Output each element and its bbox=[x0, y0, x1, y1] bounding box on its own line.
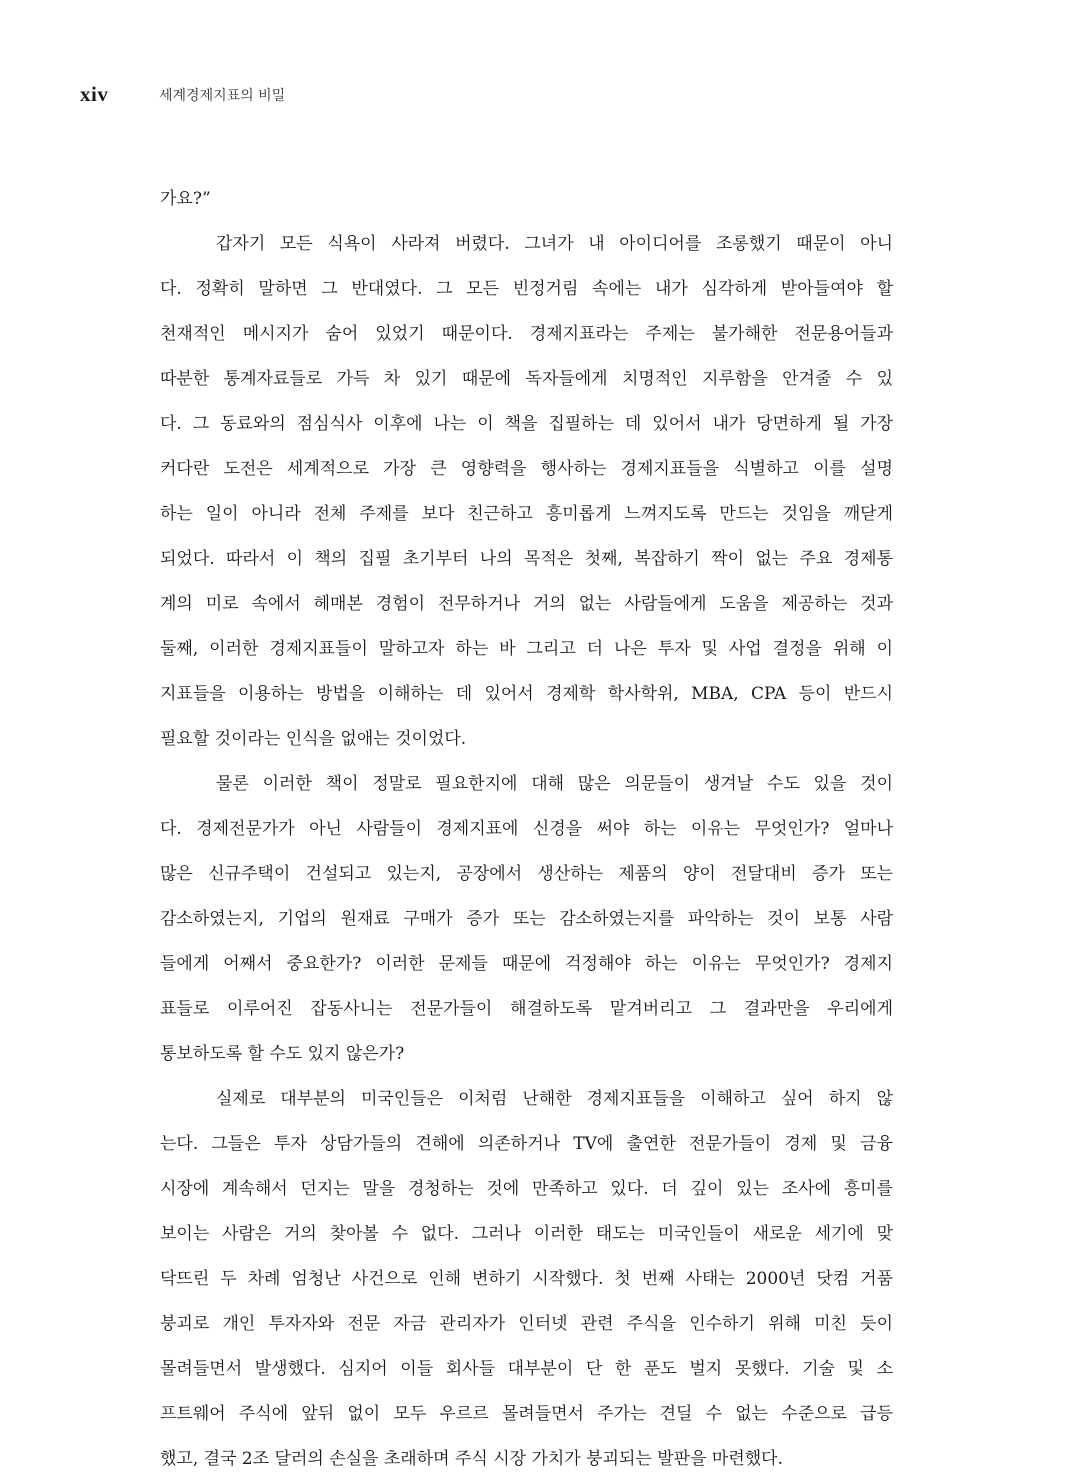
running-header bbox=[80, 78, 994, 114]
text-line: 통보하도록 할 수도 있지 않은가? bbox=[160, 1044, 405, 1064]
text-line: 다. 그 동료와의 점심식사 이후에 나는 이 책을 집필하는 데 있어서 내가 당면하게 될 가장 bbox=[160, 414, 893, 434]
text-line: 실제로 대부분의 미국인들은 이처럼 난해한 경제지표들을 이해하고 싶어 하지 않 bbox=[216, 1089, 893, 1109]
text-line: 하는 일이 아니라 전체 주제를 보다 친근하고 흥미롭게 느껴지도록 만드는 것임을 깨닫게 bbox=[160, 504, 893, 524]
text-line: 커다란 도전은 세계적으로 가장 큰 영향력을 행사하는 경제지표들을 식별하고 이를 설명 bbox=[160, 459, 893, 479]
text-line: 많은 신규주택이 건설되고 있는지, 공장에서 생산하는 제품의 양이 전달대비 증가 또는 bbox=[160, 864, 893, 884]
running-title: 세계경제지표의 비밀 bbox=[159, 88, 286, 104]
text-line: 지표들을 이용하는 방법을 이해하는 데 있어서 경제학 학사학위, MBA, CPA 등이 반드시 bbox=[160, 684, 893, 704]
text-line: 계의 미로 속에서 헤매본 경험이 전무하거나 거의 없는 사람들에게 도움을 제공하는 것과 bbox=[160, 594, 893, 614]
text-line: 시장에 계속해서 던지는 말을 경청하는 것에 만족하고 있다. 더 깊이 있는 조사에 흥미를 bbox=[160, 1179, 893, 1199]
text-line: 둘째, 이러한 경제지표들이 말하고자 하는 바 그리고 더 나은 투자 및 사업 결정을 위해 이 bbox=[160, 639, 893, 659]
page-number: xiv bbox=[80, 82, 109, 106]
body-text bbox=[160, 177, 893, 1482]
text-line: 되었다. 따라서 이 책의 집필 초기부터 나의 목적은 첫째, 복잡하기 짝이 없는 주요 경제통 bbox=[160, 549, 893, 569]
text-line: 프트웨어 주식에 앞뒤 없이 모두 우르르 몰려들면서 주가는 견딜 수 없는 수준으로 급등 bbox=[160, 1404, 893, 1424]
text-line: 다. 경제전문가가 아닌 사람들이 경제지표에 신경을 써야 하는 이유는 무엇인가? 얼마나 bbox=[160, 819, 893, 839]
text-line: 감소하였는지, 기업의 원재료 구매가 증가 또는 감소하였는지를 파악하는 것이 보통 사람 bbox=[160, 909, 893, 929]
text-line: 는다. 그들은 투자 상담가들의 견해에 의존하거나 TV에 출연한 전문가들이 경제 및 금융 bbox=[160, 1134, 893, 1154]
text-line: 가요?” bbox=[160, 189, 211, 209]
text-line: 다. 정확히 말하면 그 반대였다. 그 모든 빈정거림 속에는 내가 심각하게 받아들여야 할 bbox=[160, 279, 893, 299]
text-line: 따분한 통계자료들로 가득 차 있기 때문에 독자들에게 치명적인 지루함을 안겨줄 수 있 bbox=[160, 369, 893, 389]
text-line: 보이는 사람은 거의 찾아볼 수 없다. 그러나 이러한 태도는 미국인들이 새로운 세기에 맞 bbox=[160, 1224, 893, 1244]
text-line: 물론 이러한 책이 정말로 필요한지에 대해 많은 의문들이 생겨날 수도 있을 것이 bbox=[216, 774, 893, 794]
text-line: 들에게 어째서 중요한가? 이러한 문제들 때문에 걱정해야 하는 이유는 무엇인가? 경제지 bbox=[160, 954, 893, 974]
text-line: 천재적인 메시지가 숨어 있었기 때문이다. 경제지표라는 주제는 불가해한 전문용어들과 bbox=[160, 324, 893, 344]
text-line: 표들로 이루어진 잡동사니는 전문가들이 해결하도록 맡겨버리고 그 결과만을 우리에게 bbox=[160, 999, 893, 1019]
text-line: 닥뜨린 두 차례 엄청난 사건으로 인해 변하기 시작했다. 첫 번째 사태는 2000년 닷컴 거품 bbox=[160, 1269, 893, 1289]
text-line: 갑자기 모든 식욕이 사라져 버렸다. 그녀가 내 아이디어를 조롱했기 때문이 아니 bbox=[216, 234, 893, 254]
text-line: 필요할 것이라는 인식을 없애는 것이었다. bbox=[160, 729, 467, 749]
text-line: 붕괴로 개인 투자자와 전문 자금 관리자가 인터넷 관련 주식을 인수하기 위해 미친 듯이 bbox=[160, 1314, 893, 1334]
text-line: 몰려들면서 발생했다. 심지어 이들 회사들 대부분이 단 한 푼도 벌지 못했다. 기술 및 소 bbox=[160, 1359, 893, 1379]
text-line: 했고, 결국 2조 달러의 손실을 초래하며 주식 시장 가치가 붕괴되는 발판을 마련했다. bbox=[160, 1449, 783, 1469]
